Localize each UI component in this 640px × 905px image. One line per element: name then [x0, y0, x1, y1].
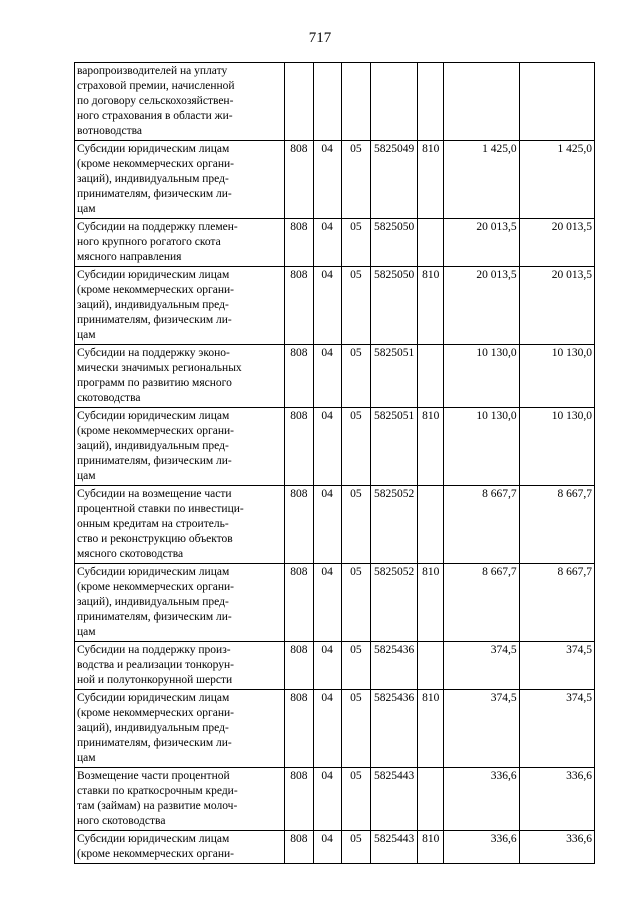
- ministry-code-cell: 808: [285, 690, 313, 768]
- ministry-code-cell: [285, 63, 313, 141]
- expense-type-cell: 810: [418, 690, 444, 768]
- subsection-code-cell: 05: [341, 564, 370, 642]
- subsection-code-cell: 05: [341, 642, 370, 690]
- table-row: [75, 768, 595, 831]
- target-article-cell: 5825052: [371, 486, 418, 564]
- amount-cell: 10 130,0: [444, 408, 519, 486]
- row-name-cell: Субсидии юридическим лицам (кроме некоммерческих органи- заций), индивидуальным пред- принимателям, физическим ли- цам: [75, 690, 285, 768]
- row-name-cell: Субсидии на поддержку племен- ного крупного рогатого скота мясного направления: [75, 219, 285, 267]
- amount-cell: 20 013,5: [444, 267, 519, 345]
- amount-total-cell: 10 130,0: [519, 408, 594, 486]
- table-row: [75, 141, 595, 219]
- amount-total-cell: [519, 63, 594, 141]
- row-name-cell: Субсидии юридическим лицам (кроме некоммерческих органи- заций), индивидуальным пред- принимателям, физическим ли- цам: [75, 267, 285, 345]
- table-row: [75, 564, 595, 642]
- amount-total-cell: 20 013,5: [519, 219, 594, 267]
- amount-cell: 10 130,0: [444, 345, 519, 408]
- expense-type-cell: 810: [418, 831, 444, 864]
- amount-total-cell: 10 130,0: [519, 345, 594, 408]
- subsection-code-cell: 05: [341, 690, 370, 768]
- section-code-cell: 04: [313, 564, 341, 642]
- expense-type-cell: [418, 486, 444, 564]
- table-row: [75, 345, 595, 408]
- amount-total-cell: 1 425,0: [519, 141, 594, 219]
- amount-total-cell: 20 013,5: [519, 267, 594, 345]
- expense-type-cell: [418, 642, 444, 690]
- table-row: [75, 408, 595, 486]
- target-article-cell: 5825051: [371, 408, 418, 486]
- target-article-cell: [371, 63, 418, 141]
- section-code-cell: 04: [313, 642, 341, 690]
- expense-type-cell: [418, 219, 444, 267]
- amount-cell: 374,5: [444, 642, 519, 690]
- ministry-code-cell: 808: [285, 267, 313, 345]
- row-name-cell: Субсидии юридическим лицам (кроме некоммерческих органи-: [75, 831, 285, 864]
- subsection-code-cell: 05: [341, 768, 370, 831]
- row-name-cell: варопроизводителей на уплату страховой премии, начисленной по договору сельскохозяйствен- ного страхования в области жи- вотноводства: [75, 63, 285, 141]
- row-name-cell: Возмещение части процентной ставки по краткосрочным креди- там (займам) на развитие молоч- ного скотоводства: [75, 768, 285, 831]
- subsection-code-cell: 05: [341, 408, 370, 486]
- target-article-cell: 5825443: [371, 768, 418, 831]
- ministry-code-cell: 808: [285, 141, 313, 219]
- table-row: [75, 63, 595, 141]
- amount-cell: 8 667,7: [444, 486, 519, 564]
- ministry-code-cell: 808: [285, 831, 313, 864]
- target-article-cell: 5825443: [371, 831, 418, 864]
- target-article-cell: 5825051: [371, 345, 418, 408]
- ministry-code-cell: 808: [285, 219, 313, 267]
- expense-type-cell: 810: [418, 408, 444, 486]
- target-article-cell: 5825050: [371, 267, 418, 345]
- amount-cell: 336,6: [444, 831, 519, 864]
- amount-cell: 20 013,5: [444, 219, 519, 267]
- section-code-cell: 04: [313, 267, 341, 345]
- row-name-cell: Субсидии на поддержку эконо- мически значимых региональных программ по развитию мясного скотоводства: [75, 345, 285, 408]
- subsection-code-cell: 05: [341, 486, 370, 564]
- section-code-cell: 04: [313, 345, 341, 408]
- amount-cell: 8 667,7: [444, 564, 519, 642]
- section-code-cell: 04: [313, 486, 341, 564]
- page-number: 717: [308, 30, 332, 46]
- amount-total-cell: 374,5: [519, 642, 594, 690]
- table-row: [75, 267, 595, 345]
- ministry-code-cell: 808: [285, 564, 313, 642]
- amount-total-cell: 8 667,7: [519, 564, 594, 642]
- amount-total-cell: 374,5: [519, 690, 594, 768]
- amount-total-cell: 336,6: [519, 831, 594, 864]
- section-code-cell: [313, 63, 341, 141]
- amount-total-cell: 8 667,7: [519, 486, 594, 564]
- target-article-cell: 5825050: [371, 219, 418, 267]
- subsection-code-cell: 05: [341, 831, 370, 864]
- row-name-cell: Субсидии юридическим лицам (кроме некоммерческих органи- заций), индивидуальным пред- принимателям, физическим ли- цам: [75, 408, 285, 486]
- row-name-cell: Субсидии на возмещение части процентной ставки по инвестици- онным кредитам на строитель- ство и реконструкцию объектов мясного скотоводства: [75, 486, 285, 564]
- amount-cell: 374,5: [444, 690, 519, 768]
- row-name-cell: Субсидии юридическим лицам (кроме некоммерческих органи- заций), индивидуальным пред- принимателям, физическим ли- цам: [75, 564, 285, 642]
- subsection-code-cell: 05: [341, 345, 370, 408]
- subsection-code-cell: 05: [341, 219, 370, 267]
- section-code-cell: 04: [313, 690, 341, 768]
- section-code-cell: 04: [313, 408, 341, 486]
- subsection-code-cell: [341, 63, 370, 141]
- expense-type-cell: [418, 63, 444, 141]
- budget-table: [74, 62, 595, 864]
- expense-type-cell: [418, 345, 444, 408]
- target-article-cell: 5825052: [371, 564, 418, 642]
- expense-type-cell: 810: [418, 141, 444, 219]
- amount-cell: 336,6: [444, 768, 519, 831]
- subsection-code-cell: 05: [341, 141, 370, 219]
- table-row: [75, 690, 595, 768]
- ministry-code-cell: 808: [285, 768, 313, 831]
- expense-type-cell: 810: [418, 564, 444, 642]
- amount-total-cell: 336,6: [519, 768, 594, 831]
- amount-cell: [444, 63, 519, 141]
- section-code-cell: 04: [313, 141, 341, 219]
- section-code-cell: 04: [313, 768, 341, 831]
- table-row: [75, 486, 595, 564]
- subsection-code-cell: 05: [341, 267, 370, 345]
- ministry-code-cell: 808: [285, 345, 313, 408]
- section-code-cell: 04: [313, 219, 341, 267]
- expense-type-cell: [418, 768, 444, 831]
- table-row: [75, 642, 595, 690]
- row-name-cell: Субсидии на поддержку произ- водства и реализации тонкорун- ной и полутонкорунной шерсти: [75, 642, 285, 690]
- target-article-cell: 5825049: [371, 141, 418, 219]
- table-row: [75, 831, 595, 864]
- amount-cell: 1 425,0: [444, 141, 519, 219]
- target-article-cell: 5825436: [371, 690, 418, 768]
- ministry-code-cell: 808: [285, 486, 313, 564]
- budget-table-body: [75, 63, 595, 864]
- table-row: [75, 219, 595, 267]
- target-article-cell: 5825436: [371, 642, 418, 690]
- row-name-cell: Субсидии юридическим лицам (кроме некоммерческих органи- заций), индивидуальным пред- принимателям, физическим ли- цам: [75, 141, 285, 219]
- expense-type-cell: 810: [418, 267, 444, 345]
- section-code-cell: 04: [313, 831, 341, 864]
- ministry-code-cell: 808: [285, 642, 313, 690]
- ministry-code-cell: 808: [285, 408, 313, 486]
